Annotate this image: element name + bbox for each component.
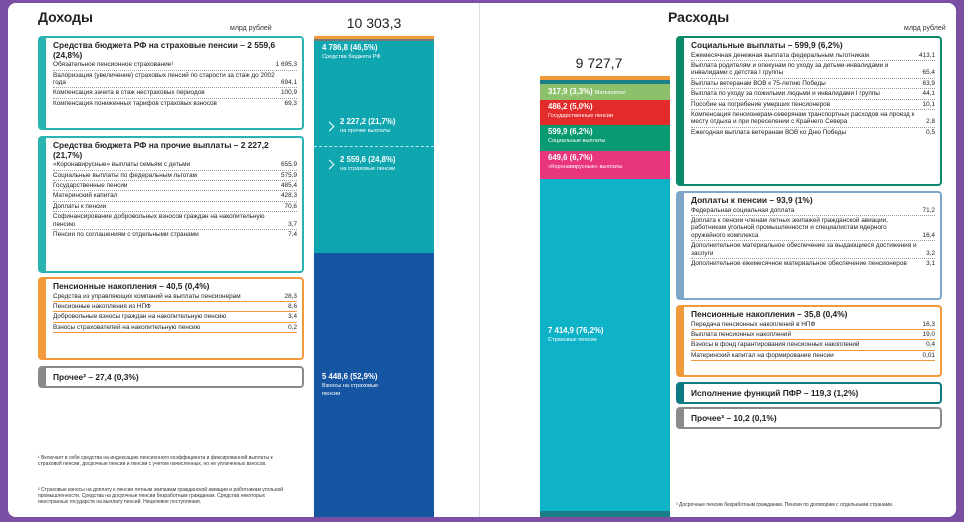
- row-value: 16,3: [922, 320, 935, 328]
- row-list: [691, 206, 935, 269]
- table-row: [691, 206, 935, 216]
- table-row: [691, 330, 935, 340]
- block-title: Средства бюджета РФ на прочие выплаты – 2 227,2 (21,7%): [53, 140, 269, 160]
- table-row: [53, 212, 297, 230]
- row-label: Взносы страхователей на накопительную пенсию: [53, 323, 201, 331]
- block-title: Исполнение функций ПФР – 119,3 (1,2%): [691, 388, 859, 398]
- block-title: Прочее³ – 10,2 (0,1%): [691, 413, 777, 423]
- table-row: [53, 160, 297, 170]
- segment-label: «Коронавирусные» выплаты: [548, 164, 623, 170]
- row-label: Средства из управляющих компаний на выплаты пенсионерам: [53, 292, 241, 300]
- row-label: Софинансирование добровольных взносов граждан на накопительную пенсию: [53, 213, 265, 228]
- expenses-unit: млрд рублей: [904, 25, 946, 32]
- income-title: Доходы: [38, 9, 93, 25]
- table-row: [53, 71, 297, 89]
- row-list: [53, 292, 297, 334]
- segment-label: Взносы на страховые пенсии: [322, 383, 379, 397]
- row-label: Ежемесячная денежная выплата федеральным льготникам: [691, 51, 869, 59]
- row-value: 485,4: [281, 182, 297, 189]
- row-label: Государственные пенсии: [53, 182, 128, 189]
- row-value: 0,5: [926, 128, 935, 136]
- row-list: [53, 160, 297, 239]
- table-row: [53, 60, 297, 70]
- bar-covid-segment: [540, 151, 670, 179]
- segment-label: на страховые пенсии: [340, 166, 396, 172]
- row-label: Выплаты ветеранам ВОВ к 75-летию Победы: [691, 79, 826, 87]
- table-row: [53, 181, 297, 191]
- expenses-page: [484, 3, 956, 517]
- row-value: 2,8: [926, 118, 935, 126]
- table-row: [691, 51, 935, 61]
- bar-bottom-sliver: [540, 511, 670, 517]
- expenses-savings-block: [676, 305, 942, 377]
- segment-label: Маткапитал: [594, 90, 626, 96]
- bar-budget-insurance-label: [332, 153, 434, 173]
- row-value: 3,4: [288, 313, 297, 321]
- bar-budget-other-label: [332, 115, 434, 135]
- row-value: 3,7: [288, 220, 297, 228]
- table-row: [691, 128, 935, 137]
- expenses-social-block: [676, 36, 942, 186]
- segment-label: на прочие выплаты: [340, 128, 391, 134]
- bar-contributions-segment: [314, 253, 434, 517]
- row-label: Обязательное пенсионное страхование¹: [53, 61, 174, 69]
- row-label: Выплата родителям и опекунам по уходу за детьми-инвалидами и инвалидами с детства I группы: [691, 62, 889, 77]
- expenses-supplements-block: [676, 191, 942, 300]
- table-row: [691, 320, 935, 330]
- table-row: [53, 171, 297, 181]
- table-row: [691, 259, 935, 268]
- table-row: [53, 202, 297, 212]
- footnote-3: ³ Досрочные пенсии безработным гражданам. Пенсии по договорам с отдельными странами.: [676, 502, 894, 508]
- segment-value: 599,9 (6,2%): [548, 127, 593, 136]
- row-label: Доплаты к пенсии: [53, 202, 107, 210]
- income-savings-block: [38, 277, 304, 360]
- table-row: [691, 61, 935, 79]
- block-title: Средства бюджета РФ на страховые пенсии – 2 559,6 (24,8%): [53, 40, 276, 60]
- income-total: 10 303,3: [346, 15, 402, 31]
- row-value: 0,01: [922, 351, 935, 359]
- table-row: [691, 110, 935, 128]
- row-value: 0,4: [926, 341, 935, 349]
- table-row: [53, 99, 297, 108]
- segment-label: Страховые пенсии: [548, 337, 597, 343]
- income-unit: млрд рублей: [230, 25, 272, 32]
- row-value: 65,4: [922, 69, 935, 77]
- segment-value: 317,9 (3,3%): [548, 87, 593, 96]
- segment-value: 2 227,2 (21,7%): [340, 117, 396, 126]
- segment-value: 2 559,6 (24,8%): [340, 155, 396, 164]
- table-row: [691, 79, 935, 89]
- row-label: Выплата пенсионных накоплений: [691, 331, 792, 338]
- footnote-2: ² Страховые взносы на доплату к пенсии летным экипажам гражданской авиации и работникам угольной промышленности. Средства на досрочные пенсии безработным гражданам. Средства некоторых иностранных государств на выплату пенсий. Нецелевое поступления.: [38, 487, 284, 505]
- segment-value: 4 786,8 (46,5%): [322, 43, 378, 52]
- row-label: Материнский капитал: [53, 192, 118, 200]
- bar-budget-segment: [314, 41, 434, 253]
- income-other-block: [38, 366, 304, 388]
- table-row: [53, 230, 297, 239]
- row-label: «Коронавирусные» выплаты семьям с детьми: [53, 161, 191, 169]
- row-label: Пособие на погребение умерших пенсионеров: [691, 100, 831, 108]
- bar-social-segment: [540, 125, 670, 151]
- row-value: 16,4: [922, 231, 935, 239]
- row-label: Компенсация зачета в стаж нестраховых периодов: [53, 89, 205, 97]
- row-value: 10,1: [922, 100, 935, 108]
- segment-label: Государственные пенсии: [548, 113, 614, 119]
- table-row: [53, 323, 297, 333]
- infographic-spread: [8, 3, 956, 517]
- row-label: Социальные выплаты по федеральным льготам: [53, 171, 198, 179]
- row-label: Ежегодная выплата ветеранам ВОВ ко Дню Победы: [691, 128, 847, 136]
- row-value: 655,9: [281, 161, 297, 169]
- table-row: [53, 191, 297, 201]
- bar-matcap-segment: [540, 84, 670, 100]
- row-label: Пенсии по соглашениям с отдельными странами: [53, 231, 199, 239]
- row-value: 71,2: [922, 206, 935, 214]
- row-value: 100,9: [281, 89, 297, 97]
- row-label: Добровольные взносы граждан на накопительную пенсию: [53, 313, 227, 321]
- row-list: [691, 51, 935, 138]
- row-value: 3,2: [926, 249, 935, 257]
- income-page: [8, 3, 480, 517]
- row-label: Валоризация (увеличение) страховых пенсий по старости за стаж до 2002 года: [53, 71, 275, 86]
- segment-label: Средства бюджета РФ: [322, 54, 381, 60]
- row-value: 413,1: [919, 51, 935, 59]
- bar-insurance-pensions-segment: [540, 179, 670, 511]
- row-label: Компенсация пенсионерам-северянам транспортных расходов на проезд к месту отдыха и при переселении с Крайнего Севера: [691, 111, 915, 126]
- row-value: 69,3: [284, 99, 297, 107]
- row-label: Материнский капитал на формирование пенсии: [691, 351, 834, 359]
- expenses-title: Расходы: [668, 9, 730, 25]
- block-title: Социальные выплаты – 599,9 (6,2%): [691, 40, 843, 50]
- row-value: 44,1: [922, 90, 935, 98]
- segment-value: 486,2 (5,0%): [548, 102, 593, 111]
- row-label: Федеральная социальная доплата: [691, 206, 795, 214]
- block-title: Пенсионные накопления – 35,8 (0,4%): [691, 309, 848, 319]
- row-value: 7,4: [288, 231, 297, 239]
- row-label: Взносы в фонд гарантирования пенсионных накоплений: [691, 341, 860, 349]
- row-list: [53, 60, 297, 108]
- segment-value: 649,6 (6,7%): [548, 153, 593, 162]
- bar-state-pensions-segment: [540, 100, 670, 125]
- expenses-total: 9 727,7: [575, 55, 623, 71]
- table-row: [691, 100, 935, 110]
- row-label: Доплата к пенсии членам летных экипажей гражданской авиации, работникам угольной промышленности и специалистам ядерного оружейного комплекса: [691, 217, 888, 239]
- footnote-1: ¹ Включает в себя средства на индексацию пенсионного коэффициента и фиксированной выплаты к страховой пенсии, досрочные пенсии и пенсии с учетом начисленных, но не уплаченных взносов.: [38, 455, 273, 467]
- row-label: Компенсация пониженных тарифов страховых взносов: [53, 99, 217, 107]
- table-row: [53, 302, 297, 312]
- block-title: Пенсионные накопления – 40,5 (0,4%): [53, 281, 210, 291]
- row-value: 70,6: [284, 202, 297, 210]
- row-value: 63,9: [922, 79, 935, 87]
- income-budget-other-block: [38, 136, 304, 273]
- row-label: Передача пенсионных накоплений в НПФ: [691, 320, 816, 328]
- row-label: Пенсионные накопления из НПФ: [53, 303, 151, 310]
- table-row: [53, 292, 297, 302]
- row-value: 1 695,3: [275, 61, 297, 69]
- segment-value: 5 448,6 (52,9%): [322, 372, 378, 381]
- table-row: [53, 312, 297, 322]
- row-label: Выплата по уходу за пожилыми людьми и инвалидами I группы: [691, 90, 880, 98]
- row-value: 8,6: [288, 303, 297, 310]
- table-row: [691, 216, 935, 241]
- expenses-other-block: [676, 407, 942, 429]
- table-row: [691, 340, 935, 350]
- table-row: [691, 89, 935, 99]
- block-title: Доплаты к пенсии – 93,9 (1%): [691, 195, 813, 205]
- expenses-pfr-functions-block: [676, 382, 942, 404]
- row-value: 28,3: [284, 292, 297, 300]
- row-value: 428,3: [281, 192, 297, 200]
- row-value: 19,0: [922, 331, 935, 338]
- row-list: [691, 320, 935, 362]
- table-row: [53, 88, 297, 98]
- row-value: 575,9: [281, 171, 297, 179]
- row-value: 694,1: [281, 79, 297, 86]
- row-value: 3,1: [926, 260, 935, 268]
- bar-divider: [314, 146, 434, 147]
- row-label: Дополнительное материальное обеспечение за выдающиеся достижения и заслуги: [691, 242, 917, 257]
- table-row: [691, 241, 935, 259]
- block-title: Прочее² – 27,4 (0,3%): [53, 372, 139, 382]
- row-value: 0,2: [288, 323, 297, 331]
- row-label: Дополнительное ежемесячное материальное обеспечение пенсионеров: [691, 260, 907, 268]
- segment-value: 7 414,9 (76,2%): [548, 326, 604, 335]
- table-row: [691, 351, 935, 361]
- income-budget-insurance-block: [38, 36, 304, 130]
- segment-label: Социальные выплаты: [548, 138, 606, 144]
